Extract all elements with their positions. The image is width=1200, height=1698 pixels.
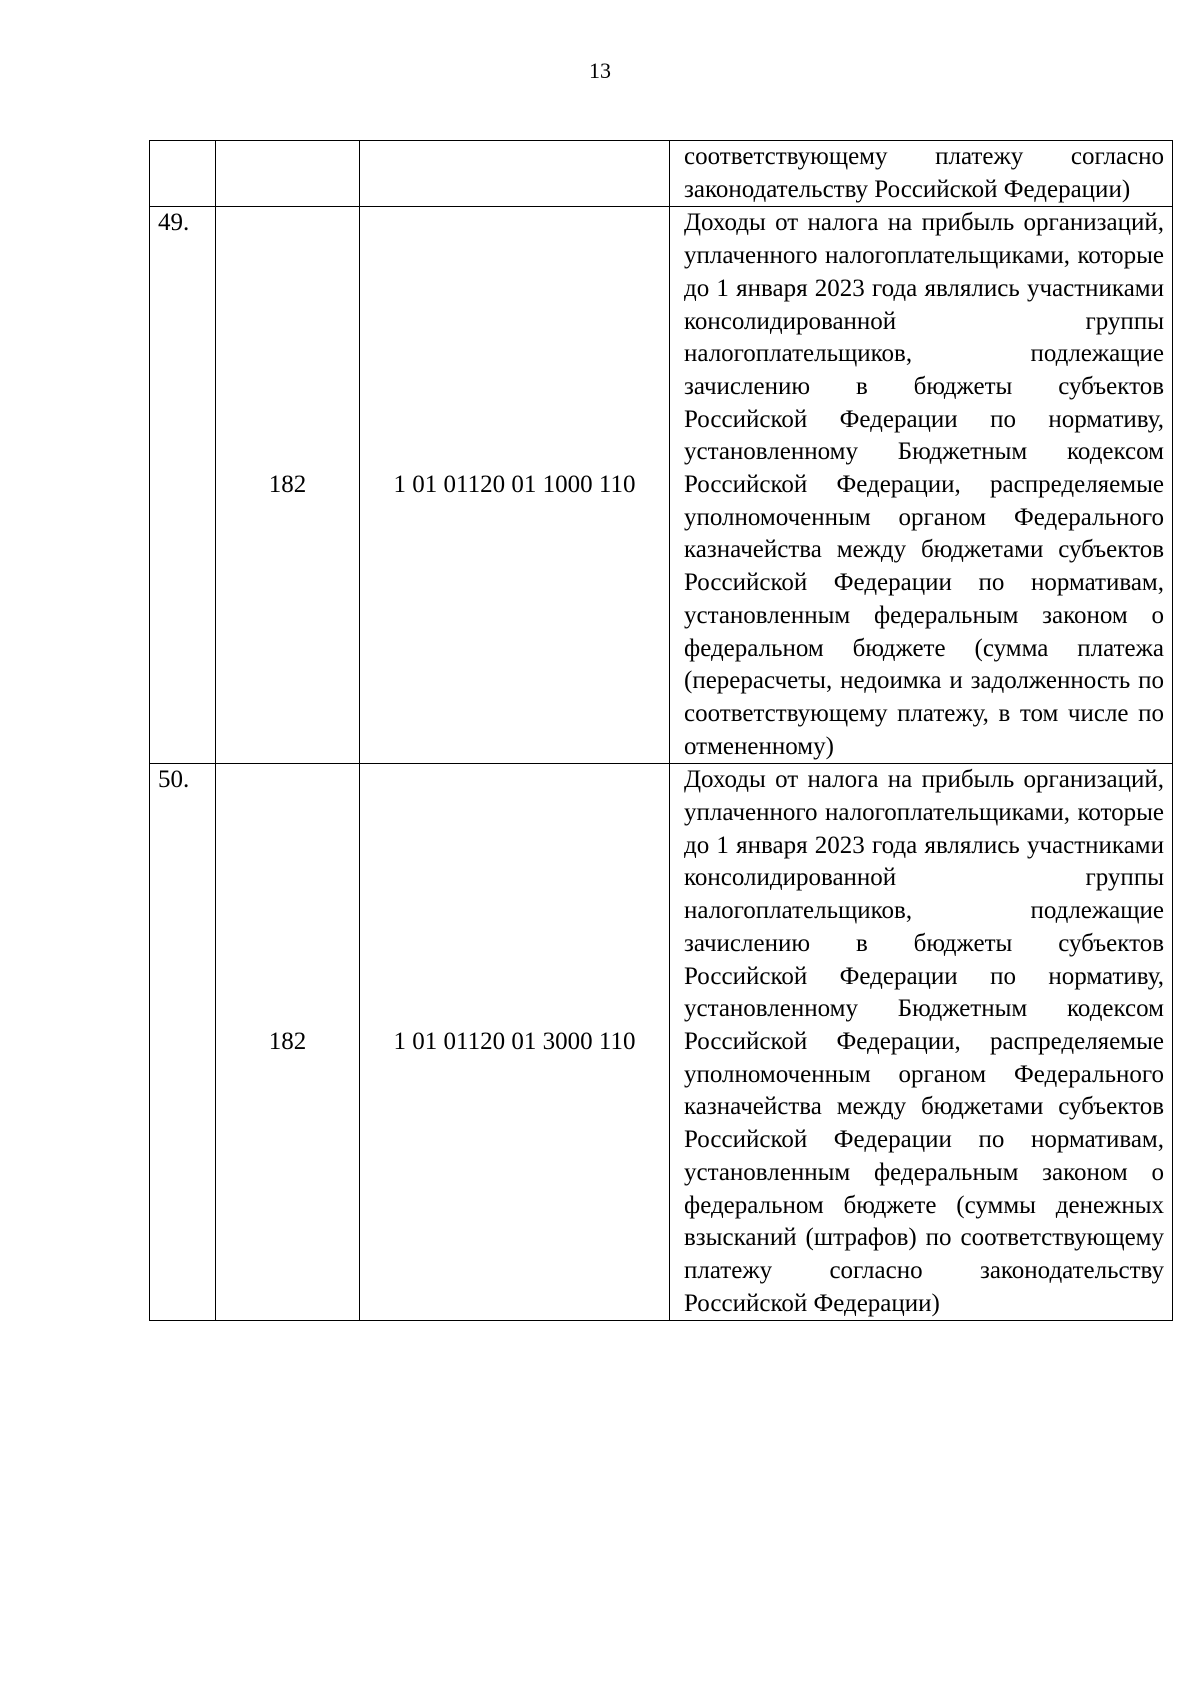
budget-classification-code: 1 01 01120 01 3000 110 [360,764,670,1321]
administrator-code: 182 [216,207,360,764]
page-number: 13 [589,58,611,83]
revenue-description: Доходы от налога на прибыль организаций, уплаченного налогоплательщиками, которые до 1 января 2023 года являлись участниками консолидированной группы налогоплательщиков, подлежащие зачислению в бюджеты субъектов Российской Федерации по нормативу, установленному Бюджетным кодексом Российской Федерации, распределяемые уполномоченным органом Федерального казначейства между бюджетами субъектов Российской Федерации по нормативам, установленным федеральным законом о федеральном бюджете (суммы денежных взысканий (штрафов) по соответствующему платежу согласно законодательству Российской Федерации) [670,764,1173,1321]
row-number: 50. [150,764,216,1321]
table-row [150,764,1173,1321]
administrator-code: 182 [216,764,360,1321]
table-row [150,207,1173,764]
revenue-description: соответствующему платежу согласно законодательству Российской Федерации) [670,141,1173,207]
administrator-code [216,141,360,207]
table-row [150,141,1173,207]
budget-classification-code: 1 01 01120 01 1000 110 [360,207,670,764]
row-number [150,141,216,207]
row-number: 49. [150,207,216,764]
budget-classification-code [360,141,670,207]
revenue-codes-table [149,140,1173,1321]
revenue-description: Доходы от налога на прибыль организаций, уплаченного налогоплательщиками, которые до 1 января 2023 года являлись участниками консолидированной группы налогоплательщиков, подлежащие зачислению в бюджеты субъектов Российской Федерации по нормативу, установленному Бюджетным кодексом Российской Федерации, распределяемые уполномоченным органом Федерального казначейства между бюджетами субъектов Российской Федерации по нормативам, установленным федеральным законом о федеральном бюджете (сумма платежа (перерасчеты, недоимка и задолженность по соответствующему платежу, в том числе по отмененному) [670,207,1173,764]
